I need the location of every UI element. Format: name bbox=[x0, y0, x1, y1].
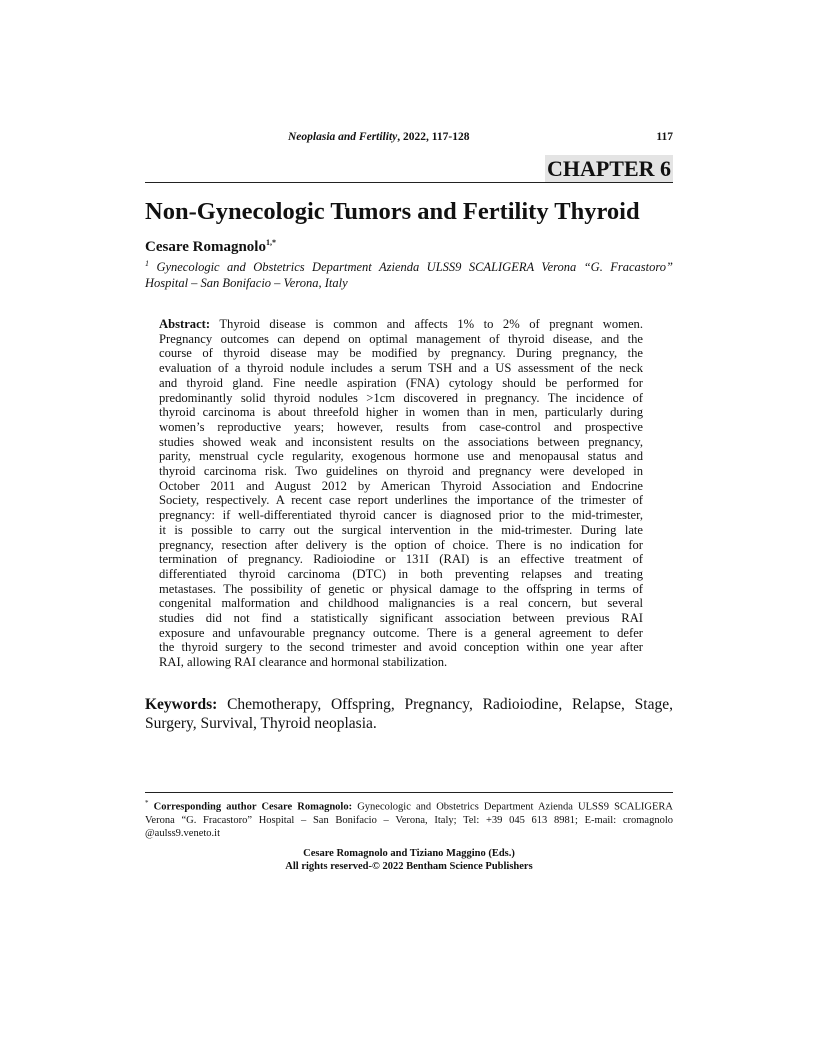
abstract-text: studies showed weak and inconsistent results on the associations between pregnancy, bbox=[159, 434, 643, 449]
author-superscript: 1,* bbox=[265, 238, 276, 247]
abstract-line bbox=[159, 552, 643, 567]
editors: Cesare Romagnolo and Tiziano Maggino (Eds.) bbox=[303, 848, 515, 859]
abstract-line bbox=[159, 655, 643, 670]
abstract-text: it is possible to carry out the surgical intervention in the mid-trimester. During late bbox=[159, 522, 643, 537]
abstract-line bbox=[159, 567, 643, 582]
abstract-text: thyroid carcinoma is about threefold higher in women than in men, particularly during bbox=[159, 405, 643, 420]
keywords-label: Keywords: bbox=[145, 696, 218, 713]
footnote-text: @aulss9.veneto.it bbox=[145, 827, 220, 839]
abstract-line bbox=[159, 493, 643, 508]
affiliation-text: Gynecologic and Obstetrics Department Azienda ULSS9 SCALIGERA Verona “G. Fracastoro” bbox=[156, 260, 673, 275]
journal-name: Neoplasia and Fertility bbox=[288, 131, 398, 143]
abstract-line bbox=[159, 596, 643, 611]
footnote-marker: * bbox=[145, 799, 149, 807]
abstract-text: thyroid carcinoma risk. Two guidelines on thyroid and pregnancy were developed in bbox=[159, 464, 643, 479]
footnote-line bbox=[145, 827, 673, 840]
abstract-text: termination of pregnancy. Radioiodine or 131I (RAI) is an effective treatment of bbox=[159, 552, 643, 567]
footnote bbox=[145, 797, 673, 840]
footnote-text: Verona “G. Fracastoro” Hospital – San Bonifacio – Verona, Italy; Tel: +39 045 613 8981; E-mail: cromagnolo bbox=[145, 814, 673, 826]
affiliation bbox=[145, 256, 673, 291]
journal-citation bbox=[288, 131, 469, 143]
abstract-line bbox=[159, 332, 643, 347]
abstract-line bbox=[159, 361, 643, 376]
abstract-line bbox=[159, 317, 643, 332]
abstract-line bbox=[159, 346, 643, 361]
publisher-info bbox=[145, 847, 673, 873]
abstract-line bbox=[159, 611, 643, 626]
affiliation-superscript: 1 bbox=[145, 259, 149, 268]
abstract-text: and thyroid gland. Fine needle aspiration (FNA) cytology should be performed for bbox=[159, 375, 643, 390]
abstract-text: congenital malformation and childhood malignancies is a real concern, but several bbox=[159, 596, 643, 611]
affiliation-line: Hospital – San Bonifacio – Verona, Italy bbox=[145, 276, 348, 291]
keywords-line bbox=[145, 714, 673, 733]
abstract-text: pregnancy: if well-differentiated thyroid cancer is diagnosed prior to the mid-trimester, bbox=[159, 508, 643, 523]
chapter-label: CHAPTER 6 bbox=[546, 156, 671, 181]
journal-year-pages: , 2022, 117-128 bbox=[397, 131, 470, 143]
abstract-line bbox=[159, 376, 643, 391]
copyright: All rights reserved-© 2022 Bentham Science Publishers bbox=[285, 861, 533, 872]
abstract-line bbox=[159, 479, 643, 494]
abstract-text: evaluation of a thyroid nodule includes a serum TSH and a US assessment of the neck bbox=[159, 361, 643, 376]
keywords-text: Surgery, Survival, Thyroid neoplasia. bbox=[145, 715, 377, 732]
abstract-line bbox=[159, 464, 643, 479]
abstract-line bbox=[159, 640, 643, 655]
header-divider bbox=[145, 182, 673, 183]
abstract bbox=[159, 317, 643, 670]
abstract-line bbox=[159, 523, 643, 538]
affiliation-line bbox=[145, 256, 673, 275]
abstract-line bbox=[159, 405, 643, 420]
abstract-text: RAI, allowing RAI clearance and hormonal stabilization. bbox=[159, 655, 448, 670]
abstract-line bbox=[159, 626, 643, 641]
abstract-line bbox=[159, 508, 643, 523]
author bbox=[145, 238, 276, 256]
abstract-line bbox=[159, 435, 643, 450]
abstract-text: Society, respectively. A recent case report underlines the importance of the trimester of bbox=[159, 493, 643, 508]
abstract-text: women’s reproductive years; however, results from case-control and prospective bbox=[159, 419, 643, 434]
abstract-text: October 2011 and August 2012 by American Thyroid Association and Endocrine bbox=[159, 478, 643, 493]
abstract-line bbox=[159, 582, 643, 597]
abstract-line bbox=[159, 391, 643, 406]
abstract-text: pregnancy, resection after delivery is the option of choice. There is no indication for bbox=[159, 537, 643, 552]
page-number: 117 bbox=[656, 131, 673, 143]
abstract-text: the thyroid surgery to the second trimester and avoid conception within one year after bbox=[159, 640, 643, 655]
abstract-text: studies did not find a statistically significant association between previous RAI bbox=[159, 611, 643, 626]
abstract-text: Pregnancy outcomes can depend on optimal management of thyroid disease, and the bbox=[159, 331, 643, 346]
footnote-line bbox=[145, 814, 673, 827]
abstract-label: Abstract: bbox=[159, 317, 211, 331]
abstract-line bbox=[159, 538, 643, 553]
footnote-label: Corresponding author Cesare Romagnolo: bbox=[153, 801, 353, 813]
abstract-text: exposure and unfavourable pregnancy outcome. There is a general agreement to defer bbox=[159, 625, 643, 640]
page-title: Non-Gynecologic Tumors and Fertility Thyroid bbox=[145, 198, 640, 225]
abstract-text: Thyroid disease is common and affects 1% to 2% of pregnant women. bbox=[219, 317, 643, 331]
author-name: Cesare Romagnolo bbox=[145, 239, 266, 255]
footnote-text: Gynecologic and Obstetrics Department Azienda ULSS9 SCALIGERA bbox=[357, 801, 674, 813]
abstract-line bbox=[159, 420, 643, 435]
keywords-text: Chemotherapy, Offspring, Pregnancy, Radioiodine, Relapse, Stage, bbox=[227, 696, 673, 713]
footnote-line bbox=[145, 797, 673, 814]
abstract-text: parity, menstrual cycle regularity, exogenous hormone use and menopausal status and bbox=[159, 449, 643, 464]
abstract-text: course of thyroid disease may be modified by pregnancy. During pregnancy, the bbox=[159, 346, 643, 361]
abstract-text: predominantly solid thyroid nodules >1cm discovered in pregnancy. The incidence of bbox=[159, 390, 643, 405]
keywords-line bbox=[145, 695, 673, 714]
keywords bbox=[145, 695, 673, 733]
abstract-line bbox=[159, 449, 643, 464]
abstract-text: differentiated thyroid carcinoma (DTC) in both preventing relapses and treating bbox=[159, 566, 643, 581]
abstract-text: metastases. The possibility of genetic or physical damage to the offspring in terms of bbox=[159, 581, 643, 596]
footnote-divider bbox=[145, 792, 673, 793]
